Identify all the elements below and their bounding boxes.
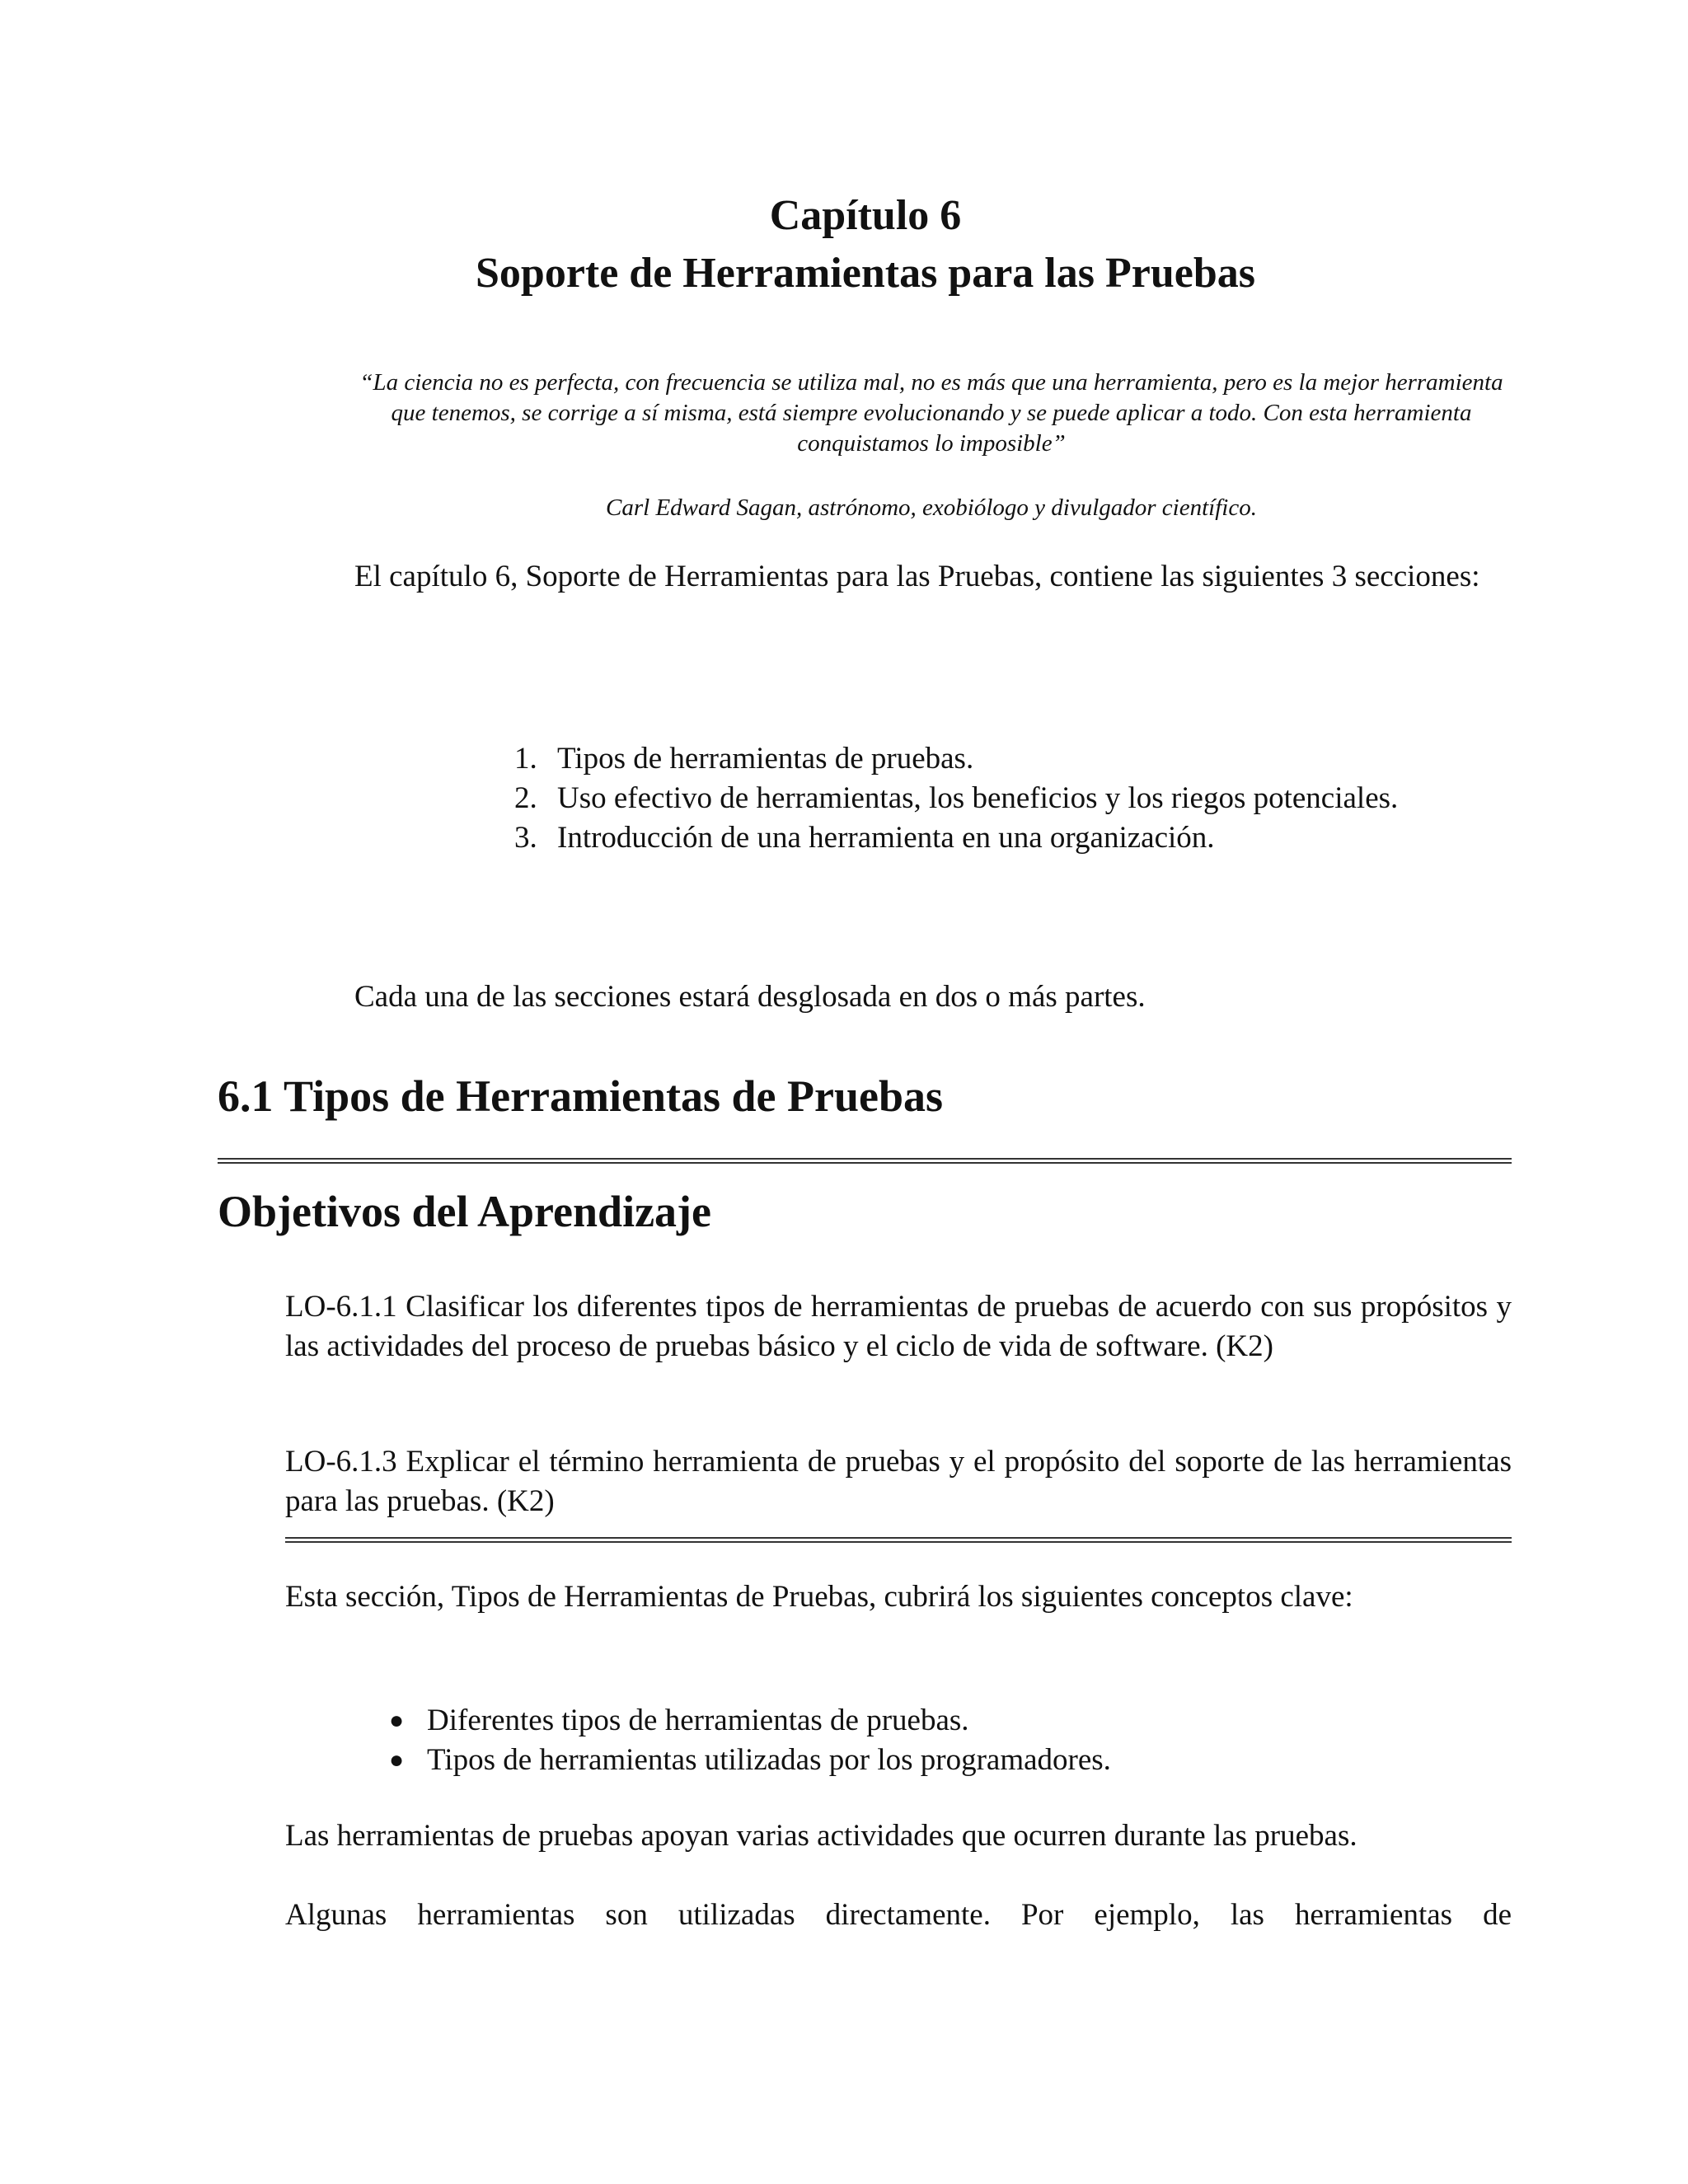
- bullet-icon: ●: [389, 1746, 405, 1774]
- section-divider: [218, 1158, 1512, 1164]
- list-item: [514, 818, 1398, 858]
- concepts-intro-paragraph: Esta sección, Tipos de Herramientas de Pruebas, cubrirá los siguientes conceptos clave:: [285, 1580, 1353, 1614]
- chapter-title: Soporte de Herramientas para las Pruebas: [475, 250, 1255, 297]
- chapter-number-title: Capítulo 6: [769, 192, 962, 239]
- list-item: [384, 1741, 1111, 1780]
- sections-list: [514, 739, 1398, 858]
- bullet-icon: ●: [389, 1707, 405, 1734]
- list-item: [384, 1701, 1111, 1741]
- list-number: 3.: [514, 821, 537, 855]
- epigraph-attribution: Carl Edward Sagan, astrónomo, exobiólogo y divulgador científico.: [606, 494, 1257, 521]
- epigraph-quote: “La ciencia no es perfecta, con frecuencia se utiliza mal, no es más que una herramienta, pero es la mejor herramienta que tenemos, se corrige a sí misma, está siempre evolucionando y se puede aplicar a todo. Con esta herramienta conquistamos lo imposible”: [359, 369, 1503, 457]
- list-item: [514, 739, 1398, 779]
- list-item: [514, 779, 1398, 818]
- list-item-text: Tipos de herramientas de pruebas.: [557, 742, 974, 776]
- concepts-list: [384, 1701, 1111, 1780]
- section-heading: 6.1 Tipos de Herramientas de Pruebas: [218, 1071, 944, 1121]
- objective-item: LO-6.1.1 Clasificar los diferentes tipos de herramientas de pruebas de acuerdo con sus propósitos y las actividades del proceso de pruebas básico y el ciclo de vida de software. (K2): [285, 1290, 1512, 1363]
- sections-closing-paragraph: Cada una de las secciones estará desglosada en dos o más partes.: [354, 980, 1146, 1014]
- objective-item: LO-6.1.3 Explicar el término herramienta de pruebas y el propósito del soporte de las herramientas para las pruebas. (K2): [285, 1445, 1512, 1518]
- list-item-text: Introducción de una herramienta en una organización.: [557, 821, 1215, 855]
- body-paragraph: Las herramientas de pruebas apoyan varias actividades que ocurren durante las pruebas.: [285, 1819, 1357, 1853]
- objectives-divider: [285, 1537, 1512, 1543]
- list-number: 1.: [514, 742, 537, 776]
- intro-paragraph: El capítulo 6, Soporte de Herramientas para las Pruebas, contiene las siguientes 3 secciones:: [354, 560, 1480, 593]
- list-item-text: Uso efectivo de herramientas, los beneficios y los riegos potenciales.: [557, 781, 1399, 815]
- list-item-text: Tipos de herramientas utilizadas por los programadores.: [427, 1743, 1111, 1777]
- objectives-heading: Objetivos del Aprendizaje: [218, 1187, 711, 1236]
- body-paragraph: Algunas herramientas son utilizadas directamente. Por ejemplo, las herramientas de: [285, 1898, 1512, 1932]
- list-item-text: Diferentes tipos de herramientas de pruebas.: [427, 1704, 969, 1737]
- list-number: 2.: [514, 781, 537, 815]
